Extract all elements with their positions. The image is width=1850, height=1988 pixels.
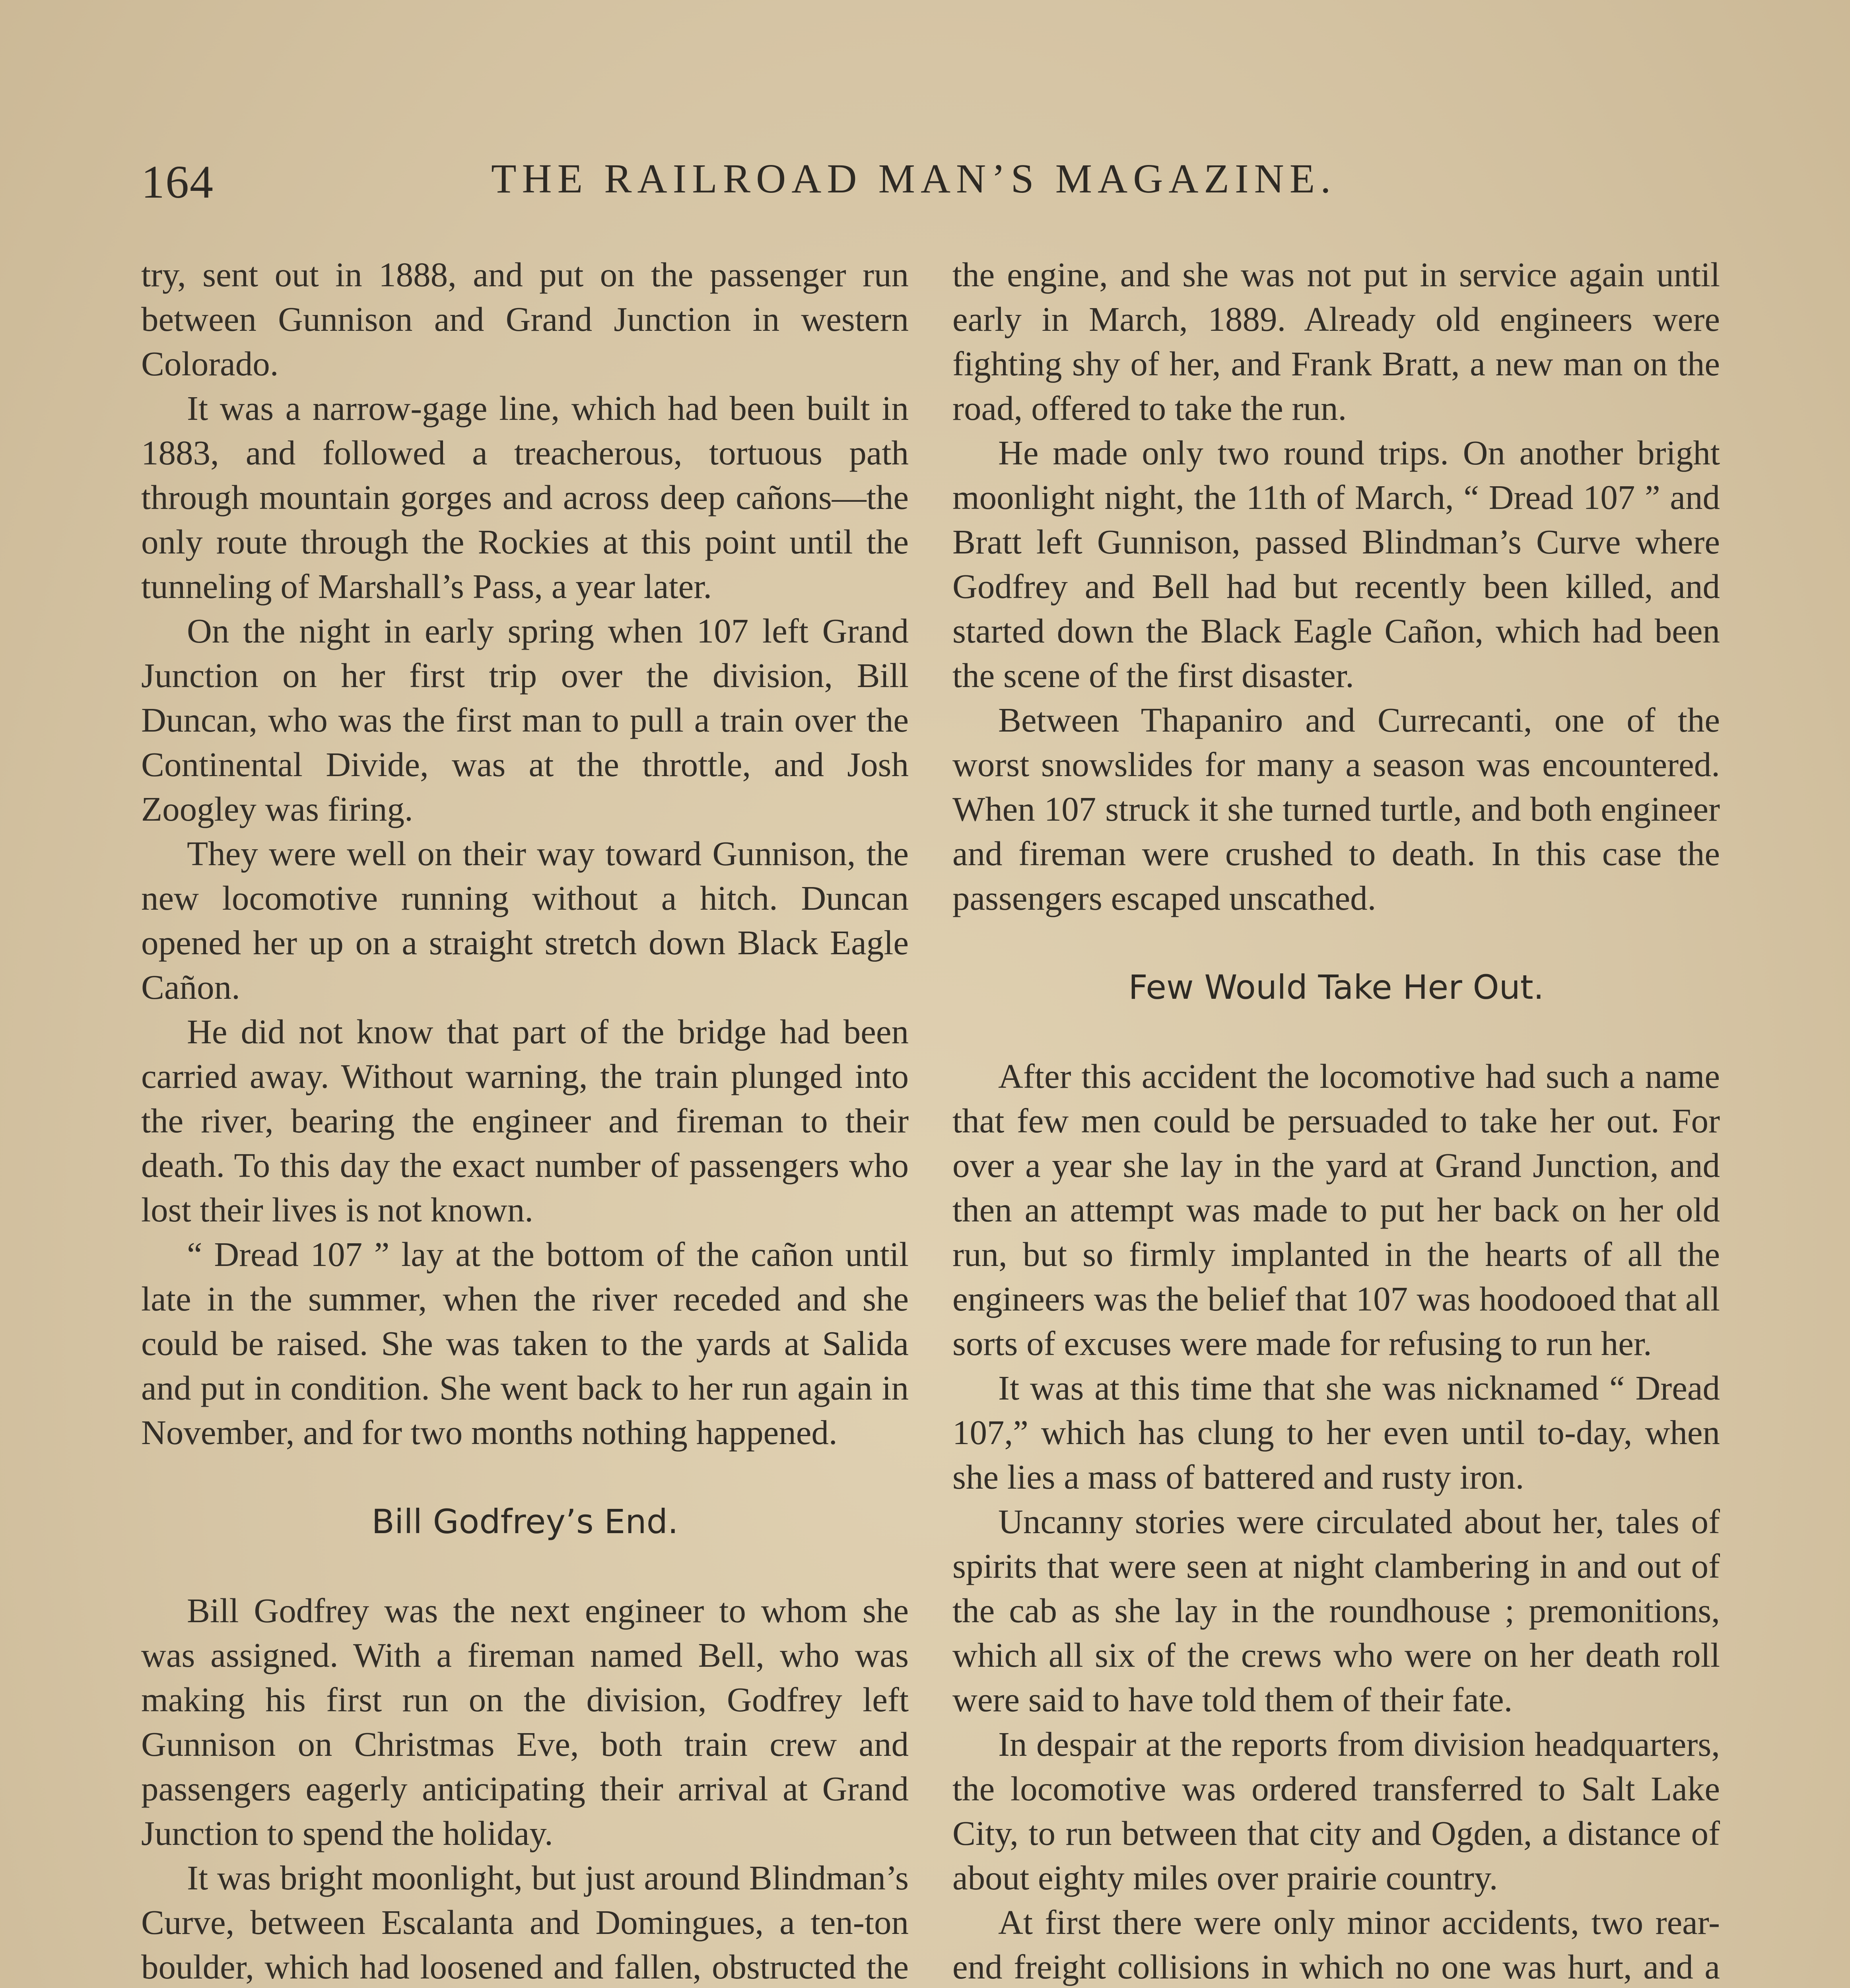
paragraph: “ Dread 107 ” lay at the bottom of the cañon until late in the summer, when the river receded and she could be raised. She was taken to the yards at Salida and put in condition. She went back to her run again in November, and for two months nothing happened. [141,1235,909,1452]
right-column [952,252,1720,1988]
paragraph: It was a narrow-gage line, which had been built in 1883, and followed a treacherous, tortuous path through mountain gorges and across deep cañons—the only route through the Rockies at this point until the tunneling of Marshall’s Pass, a year later. [141,389,909,606]
paragraph: Bill Godfrey was the next engineer to whom she was assigned. With a fireman named Bell, who was making his first run on the division, Godfrey left Gunnison on Christmas Eve, both train crew and passengers eagerly anticipating their arrival at Grand Junction to spend the holiday. [141,1591,909,1852]
paragraph: On the night in early spring when 107 left Grand Junction on her first trip over the division, Bill Duncan, who was the first man to pull a train over the Continental Divide, was at the throttle, and Josh Zoogley was firing. [141,612,909,828]
running-title: THE RAILROAD MAN’S MAGAZINE. [491,156,1337,202]
paragraph: He did not know that part of the bridge had been carried away. Without warning, the train plunged into the river, bearing the engineer and fireman to their death. To this day the exact number of passengers who lost their lives is not known. [141,1012,909,1229]
section-heading: Few Would Take Her Out. [1128,968,1544,1007]
paragraph: In despair at the reports from division headquarters, the locomotive was ordered transferred to Salt Lake City, to run between that city and Ogden, a distance of about eighty miles over prairie country. [952,1725,1720,1897]
paragraph: They were well on their way toward Gunnison, the new locomotive running without a hitch. Duncan opened her up on a straight stretch down Black Eagle Cañon. [141,834,909,1006]
paragraph: It was at this time that she was nicknamed “ Dread 107,” which has clung to her even until to-day, when she lies a mass of battered and rusty iron. [952,1369,1720,1496]
paragraph: After this accident the locomotive had such a name that few men could be persuaded to take her out. For over a year she lay in the yard at Grand Junction, and then an attempt was made to put her back on her old run, but so firmly implanted in the hearts of all the engineers was the belief that 107 was hoodooed that all sorts of excuses were made for refusing to run her. [952,1057,1720,1363]
paragraph: try, sent out in 1888, and put on the passenger run between Gunnison and Grand Junction in western Colorado. [141,255,909,383]
paragraph: He made only two round trips. On another bright moonlight night, the 11th of March, “ Dread 107 ” and Bratt left Gunnison, passed Blindman’s Curve where Godfrey and Bell had but recently been killed, and started down the Black Eagle Cañon, which had been the scene of the first disaster. [952,433,1720,695]
left-column [141,252,909,1988]
paragraph: Uncanny stories were circulated about her, tales of spirits that were seen at night clambering in and out of the cab as she lay in the roundhouse ; premonitions, which all six of the crews who were on her death roll were said to have told them of their fate. [952,1502,1720,1719]
section-heading: Bill Godfrey’s End. [371,1502,678,1541]
paragraph: At first there were only minor accidents, two rear-end freight collisions in which no one was hurt, and a [952,1903,1720,1986]
paragraph: the engine, and she was not put in service again until early in March, 1889. Already old engineers were fighting shy of her, and Frank Bratt, a new man on the road, offered to take the run. [952,255,1720,427]
page-header [141,155,1732,215]
paragraph: It was bright moonlight, but just around Blindman’s Curve, between Escalanta and Domingues, a ten-ton boulder, which had loosened and fallen, obstructed the [141,1858,909,1986]
paragraph: Between Thapaniro and Currecanti, one of the worst snowslides for many a season was encountered. When 107 struck it she turned turtle, and both engineer and fireman were crushed to death. In this case the passengers escaped unscathed. [952,701,1720,917]
page-number: 164 [141,156,214,208]
